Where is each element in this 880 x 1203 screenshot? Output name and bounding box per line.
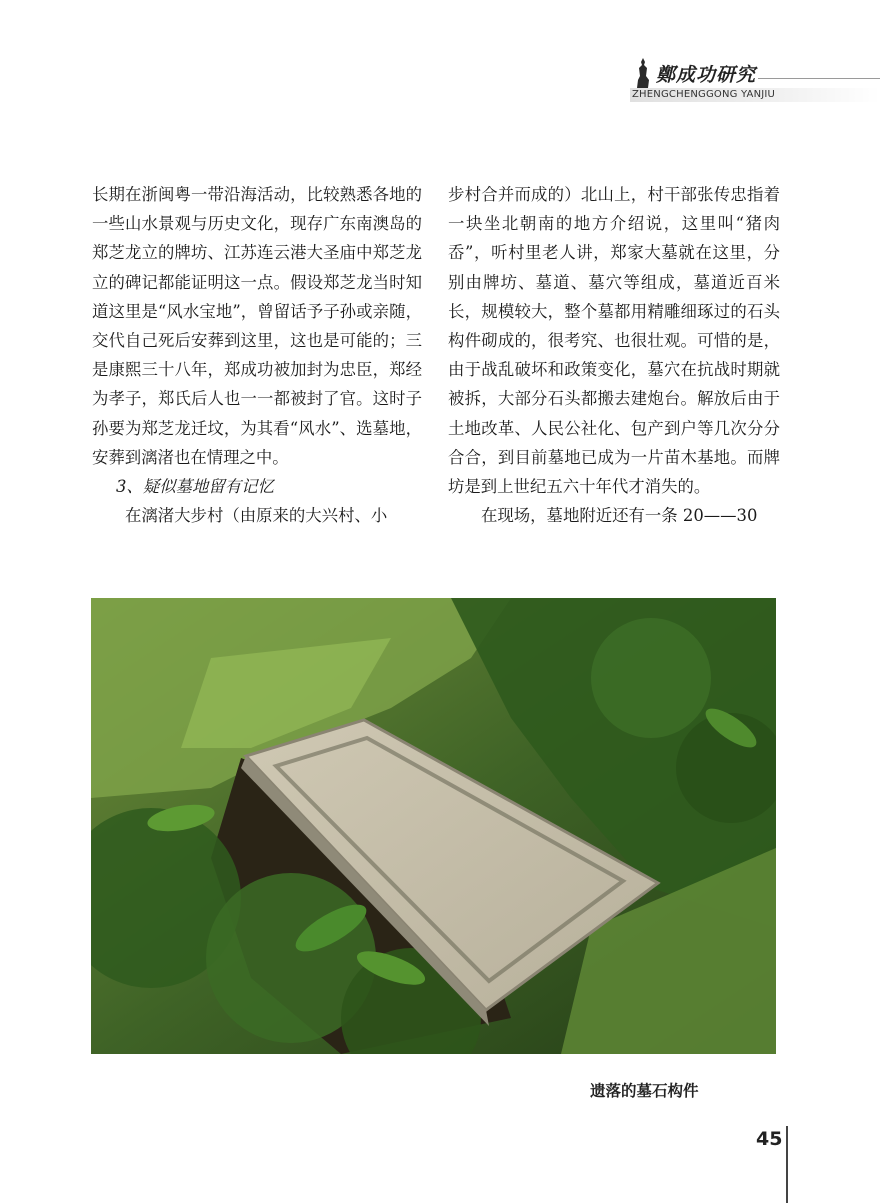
section-heading: 3、疑似墓地留有记忆 — [116, 477, 274, 497]
paragraph: 在现场，墓地附近还有一条 20——30 — [481, 506, 758, 526]
paragraph: 在漓渚大步村（由原来的大兴村、小 — [125, 506, 388, 526]
header-rule — [758, 78, 880, 79]
page-number: 45 — [756, 1128, 783, 1150]
left-column — [92, 180, 422, 530]
journal-title: 鄭成功研究 — [656, 64, 757, 86]
journal-subtitle: ZHENGCHENGGONG YANJIU — [632, 89, 776, 100]
journal-header — [630, 52, 880, 112]
paragraph: 长期在浙闽粤一带沿海活动，比较熟悉各地的一些山水景观与历史文化，现存广东南澳岛的郑芝龙立的牌坊、江苏连云港大圣庙中郑芝龙立的碑记都能证明这一点。假设郑芝龙当时知道这里是“风水宝地”，曾留话予子孙或亲随，交代自己死后安葬到这里，这也是可能的；三是康熙三十八年，郑成功被加封为忠臣，郑经为孝子，郑氏后人也一一都被封了官。这时子孙要为郑芝龙迁坟，为其看“风水”、选墓地，安葬到漓渚也在情理之中。 — [92, 185, 422, 467]
tomb-stone-photo — [91, 598, 776, 1054]
figure-caption: 遗落的墓石构件 — [590, 1082, 699, 1100]
paragraph: 步村合并而成的）北山上，村干部张传忠指着一块坐北朝南的地方介绍说，这里叫“猪肉岙”，听村里老人讲，郑家大墓就在这里，分别由牌坊、墓道、墓穴等组成，墓道近百米长，规模较大，整个墓都用精雕细琢过的石头构件砌成的，很考究、也很壮观。可惜的是，由于战乱破坏和政策变化，墓穴在抗战时期就被拆，大部分石头都搬去建炮台。解放后由于土地改革、人民公社化、包产到户等几次分分合合，到目前墓地已成为一片苗木基地。而牌坊是到上世纪五六十年代才消失的。 — [448, 185, 780, 497]
page-number-rule — [786, 1126, 788, 1203]
right-column — [448, 180, 780, 530]
